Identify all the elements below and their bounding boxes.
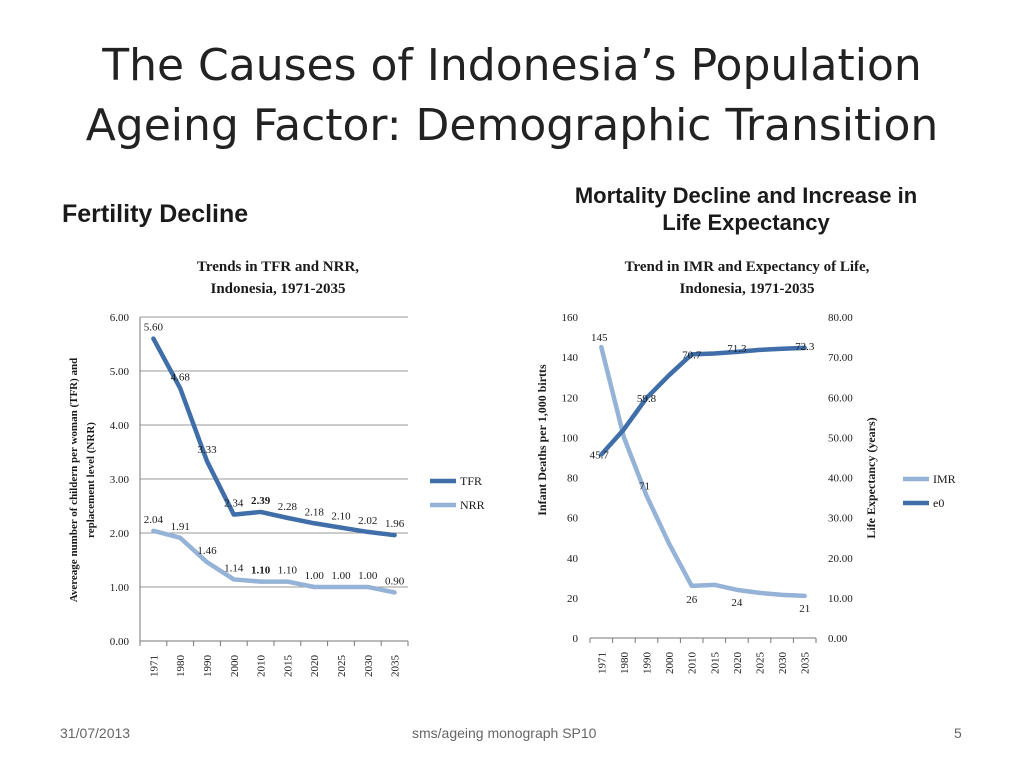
chart2-data-label-imr: 71: [639, 480, 650, 493]
chart1-legend-label-nrr: NRR: [460, 498, 485, 512]
chart2-y-left-tick-label: 120: [561, 392, 578, 405]
chart2-title-line1: Trend in IMR and Expectancy of Life,: [624, 259, 870, 275]
chart1-title-line1: Trends in TFR and NRR,: [196, 259, 360, 275]
chart1-y-tick-label: 6.00: [109, 312, 129, 324]
chart1-data-label: 2.02: [358, 514, 378, 527]
chart1-data-label: 2.28: [277, 500, 298, 513]
chart1-data-label: 3.33: [197, 444, 217, 457]
chart1-y-axis-label-line2: replacement level (NRR): [85, 422, 97, 538]
chart1-data-label: 1.10: [277, 564, 298, 577]
chart1-data-label: 0.90: [384, 575, 405, 588]
chart1-x-tick-label: 1971: [148, 655, 161, 677]
chart2-y-right-tick-label: 30.00: [828, 512, 853, 525]
chart2-data-label-imr: 21: [799, 602, 811, 615]
chart1-data-label: 1.00: [331, 570, 351, 582]
chart1-y-tick-label: 1.00: [109, 582, 129, 594]
chart1-data-label: 1.10: [250, 564, 271, 577]
chart1-y-axis-label-line1: Avereage number of childern per woman (TFR) and: [68, 357, 80, 603]
chart1-y-tick-label: 3.00: [109, 474, 129, 486]
chart2-data-label-e0: 59.8: [636, 393, 657, 406]
chart2-y-right-tick-label: 20.00: [828, 552, 853, 565]
chart1-data-label: 1.96: [384, 518, 405, 531]
chart2-x-tick-label: 2020: [731, 652, 744, 674]
chart2-y-left-tick-label: 60: [567, 512, 578, 525]
chart1-title-line2: Indonesia, 1971-2035: [210, 281, 346, 297]
mortality-heading-line2: Life Expectancy: [662, 210, 830, 235]
chart2-x-tick-label: 1980: [618, 652, 631, 674]
chart1-data-label: 1.46: [197, 545, 217, 558]
chart1-x-tick-label: 2025: [336, 655, 348, 677]
chart2-data-label-e0: 71.3: [727, 342, 747, 355]
chart1-y-tick-label: 4.00: [109, 420, 129, 432]
chart2-y-right-axis-label: Life Expectancy (years): [864, 417, 878, 539]
chart1-series-nrr-line: [153, 531, 394, 593]
chart2-y-left-tick-label: 0: [572, 633, 578, 645]
footer-source: sms/ageing monograph SP10: [412, 725, 597, 741]
chart1-y-tick-label: 2.00: [109, 528, 129, 540]
chart1-x-tick-label: 1990: [202, 655, 214, 677]
chart2-y-left-tick-label: 160: [561, 312, 578, 324]
chart2-y-right-tick-label: 0.00: [828, 633, 848, 645]
chart2-data-label-imr: 26: [686, 593, 698, 606]
chart2-y-right-tick-label: 10.00: [828, 592, 853, 605]
chart2-legend-label-imr: IMR: [933, 472, 956, 486]
footer-page-number: 5: [954, 725, 962, 741]
chart2-x-tick-label: 2035: [799, 652, 812, 674]
chart2-x-tick-label: 2015: [709, 652, 722, 674]
chart1-data-label: 1.14: [224, 562, 244, 575]
chart1-data-label: 2.10: [331, 510, 351, 523]
chart1-x-tick-label: 2000: [228, 655, 241, 677]
chart2-data-label-imr: 145: [591, 332, 608, 345]
chart1-x-tick-label: 2035: [389, 655, 402, 677]
chart1-x-tick-label: 1980: [175, 655, 188, 677]
chart2-x-tick-label: 2025: [754, 652, 767, 674]
chart1-data-label: 1.00: [358, 570, 378, 582]
chart1-x-tick-label: 2010: [255, 655, 268, 677]
chart2-x-tick-label: 1971: [596, 652, 609, 674]
chart2-x-tick-label: 2030: [777, 652, 790, 674]
fertility-heading: Fertility Decline: [62, 200, 249, 228]
chart1-y-tick-label: 0.00: [109, 636, 129, 648]
chart1-y-tick-label: 5.00: [109, 366, 129, 378]
chart2-data-label-imr: 24: [731, 596, 743, 609]
chart1-legend-label-tfr: TFR: [460, 474, 483, 488]
chart2-y-left-tick-label: 20: [567, 592, 578, 605]
chart2-y-left-tick-label: 40: [567, 552, 578, 565]
chart2-y-left-tick-label: 80: [567, 472, 578, 485]
chart2-legend-label-e0: e0: [933, 496, 945, 510]
chart2-series-imr-line: [601, 347, 804, 596]
chart1-data-label: 4.68: [170, 371, 190, 384]
chart2-x-tick-label: 2000: [664, 652, 677, 674]
footer-date: 31/07/2013: [60, 725, 131, 741]
chart1-data-label: 2.39: [250, 494, 271, 507]
chart1-data-label: 1.91: [170, 520, 190, 533]
chart2-y-right-tick-label: 60.00: [828, 392, 853, 405]
chart1-x-tick-label: 2030: [362, 655, 375, 677]
chart1-data-label: 2.04: [143, 513, 164, 526]
chart2-title-line2: Indonesia, 1971-2035: [679, 281, 815, 297]
chart2-x-tick-label: 1990: [641, 652, 654, 674]
chart1-x-tick-label: 2015: [282, 655, 295, 677]
chart1-x-tick-label: 2020: [309, 655, 322, 677]
chart1-data-label: 5.60: [143, 321, 164, 334]
chart2-y-right-tick-label: 70.00: [828, 352, 853, 365]
mortality-heading-line1: Mortality Decline and Increase in: [574, 183, 918, 208]
chart2-y-right-tick-label: 40.00: [828, 472, 853, 485]
chart2-x-tick-label: 2010: [686, 652, 699, 674]
chart2-data-label-e0: 45.7: [589, 449, 609, 462]
chart2-y-right-tick-label: 80.00: [828, 312, 853, 324]
chart2-data-label-e0: 70.7: [682, 349, 702, 362]
chart2-y-left-tick-label: 100: [561, 432, 578, 445]
chart2-series-e0-line: [601, 348, 804, 455]
chart2-y-right-tick-label: 50.00: [828, 432, 853, 445]
chart2-y-left-tick-label: 140: [561, 352, 578, 365]
chart1-data-label: 1.00: [304, 570, 324, 582]
chart2-data-label-e0: 72.3: [795, 340, 815, 353]
chart1-data-label: 2.18: [304, 506, 324, 519]
chart1-data-label: 2.34: [224, 497, 244, 510]
slide-title-line2: Ageing Factor: Demographic Transition: [85, 100, 939, 151]
chart2-y-left-axis-label: Infant Deaths per 1,000 birtts: [535, 364, 549, 516]
slide-title-line1: The Causes of Indonesia’s Population: [102, 40, 922, 91]
chart1-series-tfr-line: [153, 339, 394, 536]
